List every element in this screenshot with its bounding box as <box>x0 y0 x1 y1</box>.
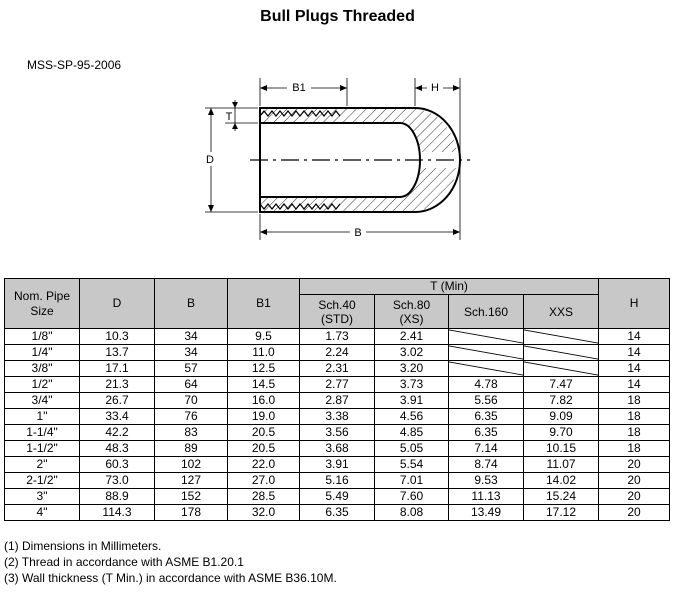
cell-sch160: 5.56 <box>449 393 524 409</box>
header-d: D <box>80 279 155 329</box>
cell-b: 76 <box>155 409 228 425</box>
cell-not-applicable <box>449 345 524 361</box>
cell-xxs: 9.70 <box>524 425 599 441</box>
table-row <box>5 505 670 521</box>
cell-xxs: 11.07 <box>524 457 599 473</box>
cell-d: 88.9 <box>80 489 155 505</box>
cell-sch80: 5.54 <box>375 457 449 473</box>
cell-size: 1" <box>5 409 80 425</box>
cell-b: 83 <box>155 425 228 441</box>
cell-size: 2-1/2" <box>5 473 80 489</box>
cell-d: 48.3 <box>80 441 155 457</box>
note-1: (1) Dimensions in Millimeters. <box>4 539 162 553</box>
wall-section-top <box>260 109 457 152</box>
cell-sch80: 3.20 <box>375 361 449 377</box>
table-row <box>5 489 670 505</box>
cell-d: 26.7 <box>80 393 155 409</box>
cell-d: 13.7 <box>80 345 155 361</box>
cell-xxs: 15.24 <box>524 489 599 505</box>
cell-size: 4" <box>5 505 80 521</box>
label-d: D <box>206 154 214 166</box>
cell-b: 57 <box>155 361 228 377</box>
cell-not-applicable <box>524 345 599 361</box>
note-2: (2) Thread in accordance with ASME B1.20.1 <box>4 555 244 569</box>
cell-b1: 19.0 <box>228 409 300 425</box>
cell-not-applicable <box>449 361 524 377</box>
cell-size: 3/4" <box>5 393 80 409</box>
cell-b: 34 <box>155 345 228 361</box>
cell-sch160: 8.74 <box>449 457 524 473</box>
standard-label: MSS-SP-95-2006 <box>27 58 122 72</box>
cell-sch80: 3.91 <box>375 393 449 409</box>
cell-sch40: 5.16 <box>300 473 375 489</box>
cell-xxs: 7.47 <box>524 377 599 393</box>
cell-sch80: 5.05 <box>375 441 449 457</box>
cell-size: 1/2" <box>5 377 80 393</box>
cell-size: 2" <box>5 457 80 473</box>
cell-xxs: 7.82 <box>524 393 599 409</box>
cell-xxs: 9.09 <box>524 409 599 425</box>
cell-b: 102 <box>155 457 228 473</box>
cell-b1: 9.5 <box>228 329 300 345</box>
wall-section-bottom <box>260 168 457 211</box>
cell-sch80: 3.02 <box>375 345 449 361</box>
table-row <box>5 361 670 377</box>
cell-h: 14 <box>599 361 670 377</box>
cell-sch80: 8.08 <box>375 505 449 521</box>
cell-b: 34 <box>155 329 228 345</box>
cell-b: 152 <box>155 489 228 505</box>
label-t: T <box>225 111 233 123</box>
cell-xxs: 17.12 <box>524 505 599 521</box>
cell-d: 10.3 <box>80 329 155 345</box>
cell-sch40: 3.68 <box>300 441 375 457</box>
page-title: Bull Plugs Threaded <box>260 8 415 25</box>
cell-sch80: 4.85 <box>375 425 449 441</box>
cell-not-applicable <box>524 361 599 377</box>
cell-h: 18 <box>599 425 670 441</box>
cell-b1: 14.5 <box>228 377 300 393</box>
dimensions-table <box>4 278 670 521</box>
header-t-min: T (Min) <box>300 279 599 295</box>
cell-sch160: 9.53 <box>449 473 524 489</box>
cell-not-applicable <box>449 329 524 345</box>
bull-plug-drawing <box>195 72 485 242</box>
cell-h: 18 <box>599 441 670 457</box>
note-3: (3) Wall thickness (T Min.) in accordance with ASME B36.10M. <box>4 571 337 585</box>
cell-h: 20 <box>599 505 670 521</box>
cell-b1: 20.5 <box>228 425 300 441</box>
cell-sch160: 4.78 <box>449 377 524 393</box>
notes <box>4 538 337 586</box>
cell-b1: 32.0 <box>228 505 300 521</box>
cell-d: 42.2 <box>80 425 155 441</box>
cell-h: 20 <box>599 457 670 473</box>
cell-h: 18 <box>599 409 670 425</box>
cell-b1: 28.5 <box>228 489 300 505</box>
table-row <box>5 425 670 441</box>
cell-sch40: 2.31 <box>300 361 375 377</box>
cell-sch160: 7.14 <box>449 441 524 457</box>
cell-h: 14 <box>599 377 670 393</box>
cell-sch160: 6.35 <box>449 409 524 425</box>
cell-sch40: 3.56 <box>300 425 375 441</box>
cell-sch80: 4.56 <box>375 409 449 425</box>
header-sch80: Sch.80 (XS) <box>375 295 449 329</box>
label-h: H <box>431 82 439 94</box>
cell-b: 70 <box>155 393 228 409</box>
cell-b1: 22.0 <box>228 457 300 473</box>
cell-size: 1/4" <box>5 345 80 361</box>
cell-b: 64 <box>155 377 228 393</box>
cell-b1: 11.0 <box>228 345 300 361</box>
header-sch40: Sch.40 (STD) <box>300 295 375 329</box>
header-sch160: Sch.160 <box>449 295 524 329</box>
cell-sch160: 13.49 <box>449 505 524 521</box>
cell-h: 14 <box>599 345 670 361</box>
table-row <box>5 473 670 489</box>
label-b1: B1 <box>292 82 306 94</box>
cell-d: 21.3 <box>80 377 155 393</box>
cell-d: 17.1 <box>80 361 155 377</box>
header-b: B <box>155 279 228 329</box>
cell-not-applicable <box>524 329 599 345</box>
cell-sch40: 2.77 <box>300 377 375 393</box>
cell-sch80: 7.01 <box>375 473 449 489</box>
cell-sch80: 2.41 <box>375 329 449 345</box>
header-xxs: XXS <box>524 295 599 329</box>
cell-h: 14 <box>599 329 670 345</box>
table-row <box>5 393 670 409</box>
table-row <box>5 409 670 425</box>
cell-sch40: 3.38 <box>300 409 375 425</box>
cell-size: 3/8" <box>5 361 80 377</box>
table-row <box>5 345 670 361</box>
cell-size: 1/8" <box>5 329 80 345</box>
cell-h: 18 <box>599 393 670 409</box>
cell-xxs: 10.15 <box>524 441 599 457</box>
cell-size: 1-1/4" <box>5 425 80 441</box>
header-b1: B1 <box>228 279 300 329</box>
header-h: H <box>599 279 670 329</box>
cell-b1: 27.0 <box>228 473 300 489</box>
cell-xxs: 14.02 <box>524 473 599 489</box>
cell-b: 178 <box>155 505 228 521</box>
cell-d: 114.3 <box>80 505 155 521</box>
cell-sch160: 11.13 <box>449 489 524 505</box>
cell-d: 73.0 <box>80 473 155 489</box>
cell-d: 60.3 <box>80 457 155 473</box>
cell-sch160: 6.35 <box>449 425 524 441</box>
label-b: B <box>354 227 362 239</box>
table-row <box>5 377 670 393</box>
cell-size: 3" <box>5 489 80 505</box>
cell-b: 127 <box>155 473 228 489</box>
cell-sch40: 6.35 <box>300 505 375 521</box>
cell-d: 33.4 <box>80 409 155 425</box>
table-row <box>5 441 670 457</box>
cell-h: 20 <box>599 473 670 489</box>
table-row <box>5 457 670 473</box>
cell-sch40: 2.24 <box>300 345 375 361</box>
cell-sch80: 7.60 <box>375 489 449 505</box>
cell-sch40: 3.91 <box>300 457 375 473</box>
cell-sch40: 5.49 <box>300 489 375 505</box>
cell-b: 89 <box>155 441 228 457</box>
cell-b1: 12.5 <box>228 361 300 377</box>
cell-sch80: 3.73 <box>375 377 449 393</box>
cell-b1: 16.0 <box>228 393 300 409</box>
table-row <box>5 329 670 345</box>
cell-sch40: 1.73 <box>300 329 375 345</box>
header-nom-size: Nom. Pipe Size <box>5 279 80 329</box>
cell-b1: 20.5 <box>228 441 300 457</box>
cell-h: 20 <box>599 489 670 505</box>
cell-size: 1-1/2" <box>5 441 80 457</box>
cell-sch40: 2.87 <box>300 393 375 409</box>
